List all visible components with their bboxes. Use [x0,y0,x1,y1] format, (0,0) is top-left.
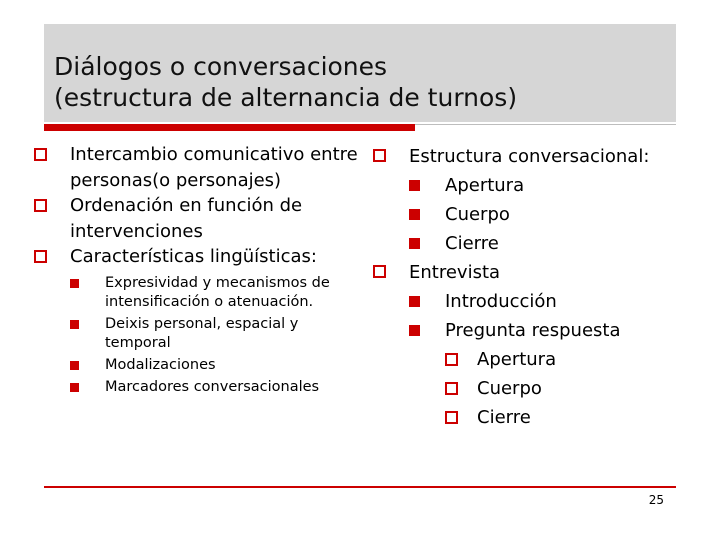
sub-sub-list-item [373,345,673,374]
left-bullet-column [34,142,364,397]
hollow-square-icon [445,345,458,358]
sub-sub-list-item [373,403,673,432]
filled-square-icon [70,315,79,329]
sub-list-item-text: Modalizaciones [105,356,216,373]
sub-list-item-text: Marcadores conversacionales [105,378,320,395]
sub-sub-list-item-text: Cuerpo [477,378,542,399]
filled-square-icon [409,229,420,249]
sub-list-item-text: Cierre [445,233,499,254]
filled-square-icon [70,274,79,288]
sub-list-item [34,378,364,397]
sub-list-item-text: Expresividad y mecanismos de intensificación o atenuación. [105,274,330,310]
sub-list-item [373,316,673,345]
list-item-text: Entrevista [409,262,501,283]
list-item [34,142,364,193]
sub-list-item [373,171,673,200]
list-item-text: Ordenación en función de intervenciones [70,195,303,242]
list-item [373,142,673,171]
hollow-square-icon [373,142,386,155]
sub-list-item-text: Cuerpo [445,204,510,225]
filled-square-icon [409,200,420,220]
slide-title: Diálogos o conversaciones (estructura de alternancia de turnos) [54,52,518,112]
sub-sub-list-item [373,374,673,403]
sub-list-item [34,315,364,353]
title-underline-divider [415,124,676,125]
right-bullet-column [373,142,673,432]
filled-square-icon [409,316,420,336]
hollow-square-icon [34,244,47,257]
list-item-text: Estructura conversacional: [409,146,650,167]
list-item-text: Intercambio comunicativo entre personas(o personajes) [70,144,358,191]
sub-list-item-text: Apertura [445,175,525,196]
sub-sub-list-item-text: Apertura [477,349,557,370]
sub-list-item [34,274,364,312]
title-underline-accent [44,124,415,131]
sub-list-item-text: Introducción [445,291,557,312]
list-item [373,258,673,287]
filled-square-icon [70,378,79,392]
filled-square-icon [409,287,420,307]
hollow-square-icon [445,403,458,416]
list-item [34,193,364,244]
sub-list-item [34,356,364,375]
sub-list-item-text: Deixis personal, espacial y temporal [105,315,299,351]
page-number: 25 [648,493,664,507]
filled-square-icon [70,356,79,370]
sub-list-item-text: Pregunta respuesta [445,320,621,341]
footer-divider [44,486,676,488]
title-banner [44,24,676,122]
hollow-square-icon [34,142,47,155]
sub-list-item [373,200,673,229]
filled-square-icon [409,171,420,191]
hollow-square-icon [373,258,386,271]
hollow-square-icon [34,193,47,206]
sub-list-item [373,287,673,316]
list-item-text: Características lingüísticas: [70,246,317,267]
list-item [34,244,364,270]
sub-list-item [373,229,673,258]
sub-sub-list-item-text: Cierre [477,407,531,428]
hollow-square-icon [445,374,458,387]
